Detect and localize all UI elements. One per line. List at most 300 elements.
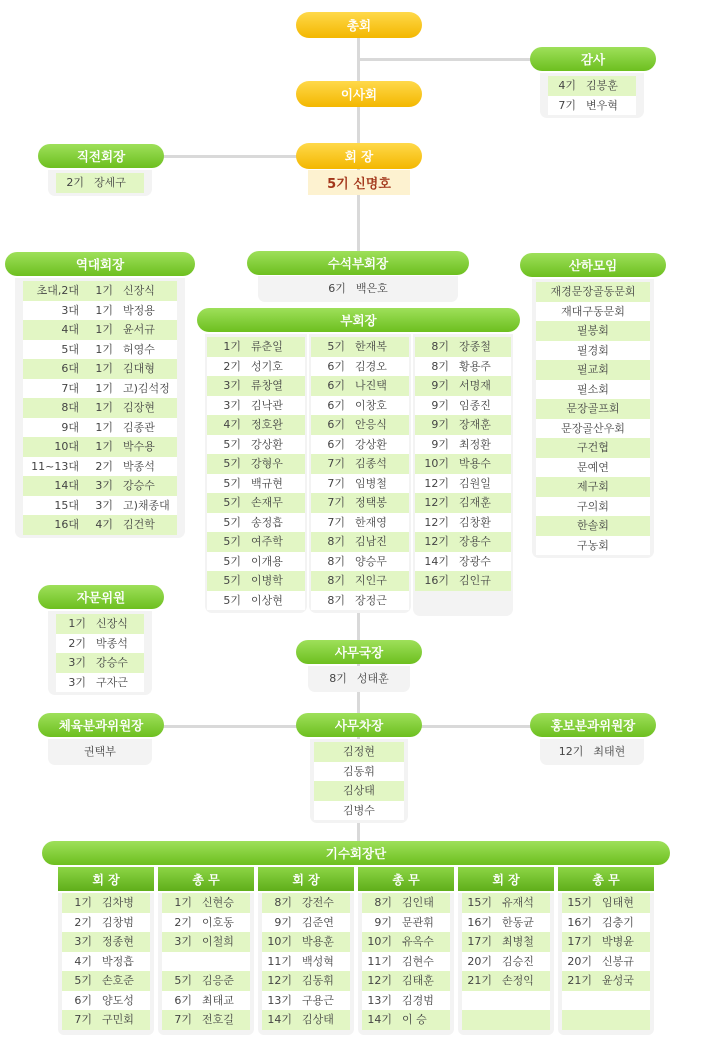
list-row <box>162 991 250 1011</box>
member-name: 이호동 <box>202 915 234 929</box>
pr-committee-node: 홍보분과위원장 <box>530 713 656 737</box>
list-row <box>311 513 409 533</box>
generation: 13기 <box>267 993 292 1007</box>
vp-col-1 <box>205 334 307 613</box>
member-name: 최병철 <box>502 935 534 948</box>
generation: 2기 <box>223 359 241 373</box>
list-row <box>462 991 550 1011</box>
member-name: 한동균 <box>502 915 534 929</box>
generation: 8기 <box>329 672 347 685</box>
former-president-row <box>23 301 177 321</box>
term: 14대 <box>54 479 79 492</box>
generation: 9기 <box>431 398 449 412</box>
generation: 1기 <box>95 323 113 336</box>
list-row <box>311 532 409 552</box>
list-row <box>462 893 550 913</box>
member-name: 안응식 <box>355 418 387 431</box>
term: 3대 <box>61 303 79 317</box>
list-row <box>207 396 305 416</box>
former-president-row <box>23 496 177 516</box>
generation: 2기 <box>66 176 84 189</box>
member-name: 김남진 <box>355 535 387 548</box>
member-name: 김종석 <box>355 457 387 470</box>
list-row <box>262 932 350 952</box>
member-name: 박용훈 <box>302 935 334 948</box>
generation: 8기 <box>327 593 345 607</box>
member-name: 최태교 <box>202 993 234 1007</box>
list-row <box>311 454 409 474</box>
term: 4대 <box>61 323 79 336</box>
president-name: 5기 신명호 <box>308 170 410 195</box>
list-row <box>415 415 511 435</box>
member-name: 강형우 <box>251 457 283 470</box>
generation: 1기 <box>95 440 113 453</box>
class-reps-col <box>158 893 254 1035</box>
member-name: 허영수 <box>123 342 155 356</box>
list-row <box>162 893 250 913</box>
generation: 17기 <box>567 935 592 948</box>
member-name: 박종석 <box>123 459 155 473</box>
class-reps-col <box>458 893 554 1035</box>
generation: 2기 <box>95 459 113 473</box>
term: 11~13대 <box>31 459 79 473</box>
member-name: 장종철 <box>459 340 491 353</box>
generation: 2기 <box>68 636 86 650</box>
generation: 7기 <box>327 496 345 509</box>
generation: 6기 <box>74 993 92 1007</box>
member-name: 최태현 <box>593 745 626 758</box>
generation: 10기 <box>267 935 292 948</box>
list-item: 필교회 <box>536 360 650 380</box>
list-row <box>311 415 409 435</box>
vp-col-3 <box>413 334 513 616</box>
list-row <box>311 376 409 396</box>
member-name: 류춘일 <box>251 340 283 353</box>
list-row <box>548 76 636 96</box>
list-row <box>207 357 305 377</box>
list-row <box>311 474 409 494</box>
member-name: 김준연 <box>302 915 334 929</box>
generation: 4기 <box>74 954 92 968</box>
member-name: 김태훈 <box>402 974 434 987</box>
generation: 6기 <box>174 993 192 1007</box>
generation: 1기 <box>95 284 113 297</box>
member-name: 김재훈 <box>459 496 491 509</box>
list-row <box>207 552 305 572</box>
member-name: 문관휘 <box>402 915 434 929</box>
list-item: 김병수 <box>314 801 404 821</box>
member-name: 전호길 <box>202 1013 234 1026</box>
list-item: 문예연 <box>536 458 650 478</box>
term: 9대 <box>61 420 79 434</box>
term: 7대 <box>61 381 79 395</box>
list-row <box>162 913 250 933</box>
generation: 5기 <box>223 593 241 607</box>
generation: 3기 <box>223 398 241 412</box>
list-item: 재대구동문회 <box>536 302 650 322</box>
term: 초대,2대 <box>36 284 79 297</box>
generation: 11기 <box>367 954 392 968</box>
list-row <box>548 742 636 762</box>
generation: 1기 <box>95 420 113 434</box>
member-name: 김낙관 <box>251 398 283 412</box>
list-row <box>56 173 144 193</box>
generation: 9기 <box>431 437 449 451</box>
member-name: 이 승 <box>402 1013 427 1026</box>
term: 6대 <box>61 362 79 375</box>
member-name: 이개용 <box>251 554 283 568</box>
class-reps-col <box>358 893 454 1035</box>
member-name: 김종관 <box>123 420 155 434</box>
generation: 14기 <box>424 554 449 568</box>
list-row <box>462 971 550 991</box>
list-row <box>415 552 511 572</box>
list-row <box>415 435 511 455</box>
member-name: 김경범 <box>402 993 434 1007</box>
secretary-general-node: 사무국장 <box>296 640 422 664</box>
list-row <box>362 1010 450 1030</box>
member-name: 박종석 <box>96 636 128 650</box>
list-row <box>262 991 350 1011</box>
list-row <box>562 952 650 972</box>
list-row <box>548 96 636 116</box>
generation: 6기 <box>327 359 345 373</box>
generation: 14기 <box>267 1013 292 1026</box>
member-name: 장광수 <box>459 554 491 568</box>
list-row <box>56 634 144 654</box>
list-row <box>415 474 511 494</box>
list-row <box>56 653 144 673</box>
past-president-node: 직전회장 <box>38 144 164 168</box>
list-row <box>311 552 409 572</box>
member-name: 황용주 <box>459 359 491 373</box>
member-name: 강상환 <box>251 437 283 451</box>
list-item: 문장골산우회 <box>536 419 650 439</box>
generation: 1기 <box>223 340 241 353</box>
list-row <box>311 396 409 416</box>
generation: 12기 <box>267 974 292 987</box>
former-president-row <box>23 437 177 457</box>
member-name: 김창범 <box>102 915 134 929</box>
list-item: 김상태 <box>314 781 404 801</box>
member-name: 이병학 <box>251 574 283 587</box>
advisors-node: 자문위원 <box>38 585 164 609</box>
class-reps-col <box>258 893 354 1035</box>
member-name: 정종현 <box>102 935 134 948</box>
list-row <box>316 669 402 689</box>
secretary-general-members <box>308 666 410 692</box>
generation: 3기 <box>68 675 86 689</box>
list-row <box>462 913 550 933</box>
member-name: 최정환 <box>459 437 491 451</box>
generation: 5기 <box>223 496 241 509</box>
past-president-members <box>48 170 152 196</box>
former-president-row <box>23 340 177 360</box>
generation: 16기 <box>424 574 449 587</box>
member-name: 이상현 <box>251 593 283 607</box>
list-row <box>362 991 450 1011</box>
generation: 3기 <box>74 935 92 948</box>
list-row <box>362 952 450 972</box>
generation: 8기 <box>327 554 345 568</box>
list-item: 권택부 <box>84 745 116 758</box>
member-name: 김경오 <box>355 359 387 373</box>
list-row <box>562 913 650 933</box>
list-row <box>562 971 650 991</box>
list-row <box>415 513 511 533</box>
member-name: 구민회 <box>102 1013 134 1026</box>
generation: 15기 <box>467 896 492 909</box>
generation: 20기 <box>567 954 592 968</box>
member-name: 신장식 <box>96 617 128 630</box>
audit-node: 감사 <box>530 47 656 71</box>
list-row <box>62 932 150 952</box>
generation: 5기 <box>223 457 241 470</box>
list-row <box>362 913 450 933</box>
generation: 1기 <box>68 617 86 630</box>
generation: 5기 <box>174 974 192 987</box>
generation: 14기 <box>367 1013 392 1026</box>
generation: 15기 <box>567 896 592 909</box>
generation: 1기 <box>74 896 92 909</box>
list-row <box>362 893 450 913</box>
list-row <box>162 932 250 952</box>
vice-presidents-node: 부회장 <box>197 308 520 332</box>
list-row <box>415 454 511 474</box>
generation: 16기 <box>567 915 592 929</box>
member-name: 정택봉 <box>355 496 387 509</box>
connector-audit <box>358 58 533 61</box>
member-name: 양승무 <box>355 554 387 568</box>
generation: 1기 <box>95 381 113 395</box>
list-row <box>562 991 650 1011</box>
generation: 8기 <box>274 896 292 909</box>
member-name: 김승진 <box>502 954 534 968</box>
list-item: 재경문장골동문회 <box>536 282 650 302</box>
member-name: 백성혁 <box>302 954 334 968</box>
generation: 9기 <box>431 418 449 431</box>
list-row <box>162 1010 250 1030</box>
former-president-row <box>23 515 177 535</box>
term: 15대 <box>54 498 79 512</box>
generation: 10기 <box>424 457 449 470</box>
generation: 2기 <box>174 915 192 929</box>
generation: 7기 <box>327 476 345 490</box>
generation: 5기 <box>327 340 345 353</box>
list-row <box>162 952 250 972</box>
member-name: 장정근 <box>355 593 387 607</box>
generation: 3기 <box>223 379 241 392</box>
generation: 9기 <box>431 379 449 392</box>
member-name: 양도성 <box>102 993 134 1007</box>
generation: 6기 <box>327 379 345 392</box>
class-reps-col-header: 총 무 <box>358 867 454 891</box>
member-name: 손정익 <box>502 974 534 987</box>
list-row <box>415 357 511 377</box>
list-item: 한솔회 <box>536 516 650 536</box>
generation: 5기 <box>223 515 241 529</box>
generation: 8기 <box>327 535 345 548</box>
generation: 6기 <box>327 437 345 451</box>
member-name: 신현승 <box>202 896 234 909</box>
class-reps-col-header: 회 장 <box>458 867 554 891</box>
generation: 5기 <box>223 476 241 490</box>
generation: 6기 <box>328 282 346 295</box>
generation: 3기 <box>68 656 86 669</box>
term: 5대 <box>61 342 79 356</box>
list-item: 필경회 <box>536 341 650 361</box>
sports-committee-node: 체육분과위원장 <box>38 713 164 737</box>
member-name: 김응준 <box>202 974 234 987</box>
clubs-node: 산하모임 <box>520 253 666 277</box>
member-name: 유재석 <box>502 896 534 909</box>
member-name: 김충기 <box>602 915 634 929</box>
generation: 16기 <box>467 915 492 929</box>
member-name: 박정흡 <box>102 954 134 968</box>
generation: 6기 <box>327 398 345 412</box>
list-row <box>415 493 511 513</box>
generation: 13기 <box>367 993 392 1007</box>
member-name: 김현수 <box>402 954 434 968</box>
sports-committee-members <box>48 739 152 765</box>
list-row <box>266 279 450 299</box>
list-row <box>207 513 305 533</box>
member-name: 손재무 <box>251 496 283 509</box>
generation: 9기 <box>274 915 292 929</box>
list-row <box>207 474 305 494</box>
list-row <box>56 614 144 634</box>
member-name: 신봉규 <box>602 954 634 968</box>
list-row <box>62 913 150 933</box>
generation: 8기 <box>374 896 392 909</box>
generation: 12기 <box>424 535 449 548</box>
member-name: 임태현 <box>602 896 634 909</box>
member-name: 유옥수 <box>402 935 434 948</box>
member-name: 박병윤 <box>602 935 634 948</box>
generation: 7기 <box>74 1013 92 1026</box>
member-name: 손호준 <box>102 974 134 987</box>
class-reps-node: 기수회장단 <box>42 841 670 865</box>
list-row <box>207 571 305 591</box>
generation: 1기 <box>95 401 113 414</box>
connector-past-president <box>160 155 300 158</box>
list-row <box>262 1010 350 1030</box>
generation: 6기 <box>327 418 345 431</box>
member-name: 변우혁 <box>586 98 618 112</box>
member-name: 백은호 <box>355 282 388 295</box>
class-reps-col-header: 총 무 <box>158 867 254 891</box>
generation: 5기 <box>74 974 92 987</box>
member-name: 김대형 <box>123 362 155 375</box>
deputy-secretary-node: 사무차장 <box>296 713 422 737</box>
list-row <box>462 932 550 952</box>
general-assembly-node: 총회 <box>296 12 422 38</box>
member-name: 한재복 <box>355 340 387 353</box>
list-row <box>262 913 350 933</box>
member-name: 류창열 <box>251 379 283 392</box>
list-row <box>562 1010 650 1030</box>
vp-col-2 <box>309 334 411 613</box>
member-name: 임병철 <box>355 476 387 490</box>
generation: 8기 <box>327 574 345 587</box>
generation: 12기 <box>367 974 392 987</box>
list-row <box>207 435 305 455</box>
class-reps-col <box>58 893 154 1035</box>
list-row <box>207 337 305 357</box>
member-name: 송정흡 <box>251 515 283 529</box>
term: 16대 <box>54 518 79 531</box>
generation: 17기 <box>467 935 492 948</box>
member-name: 김봉훈 <box>586 79 618 92</box>
class-reps-col <box>558 893 654 1035</box>
list-row <box>311 337 409 357</box>
generation: 2기 <box>74 915 92 929</box>
former-president-row <box>23 457 177 477</box>
list-row <box>311 493 409 513</box>
list-item: 필소회 <box>536 380 650 400</box>
former-president-row <box>23 281 177 301</box>
member-name: 성태훈 <box>356 672 389 685</box>
list-item: 구건협 <box>536 438 650 458</box>
list-row <box>207 532 305 552</box>
former-presidents-node: 역대회장 <box>5 252 195 276</box>
generation: 5기 <box>223 535 241 548</box>
list-row <box>207 454 305 474</box>
list-row <box>415 337 511 357</box>
member-name: 구자근 <box>96 675 128 689</box>
class-reps-col-header: 총 무 <box>558 867 654 891</box>
generation: 3기 <box>174 935 192 948</box>
list-row <box>415 571 511 591</box>
list-row <box>62 991 150 1011</box>
senior-vp-node: 수석부회장 <box>247 251 469 275</box>
former-president-row <box>23 418 177 438</box>
former-president-row <box>23 359 177 379</box>
list-row <box>311 435 409 455</box>
list-row <box>262 952 350 972</box>
member-name: 이철희 <box>202 935 234 948</box>
generation: 1기 <box>95 362 113 375</box>
member-name: 지인구 <box>355 574 387 587</box>
member-name: 윤서규 <box>123 323 155 336</box>
generation: 5기 <box>223 554 241 568</box>
member-name: 강전수 <box>302 896 334 909</box>
member-name: 신장식 <box>123 284 155 297</box>
list-row <box>462 952 550 972</box>
list-row <box>62 893 150 913</box>
generation: 11기 <box>267 954 292 968</box>
deputy-secretary-list <box>310 739 408 823</box>
list-item: 구의회 <box>536 497 650 517</box>
member-name: 장용수 <box>459 535 491 548</box>
board-node: 이사회 <box>296 81 422 107</box>
president-node: 회 장 <box>296 143 422 169</box>
generation: 4기 <box>223 418 241 431</box>
former-presidents-list <box>15 278 185 538</box>
generation: 1기 <box>95 342 113 356</box>
member-name: 김차병 <box>102 896 134 909</box>
list-row <box>262 971 350 991</box>
list-row <box>62 952 150 972</box>
list-row <box>207 376 305 396</box>
generation: 4기 <box>558 79 576 92</box>
generation: 7기 <box>327 457 345 470</box>
generation: 8기 <box>431 340 449 353</box>
class-reps-col-header: 회 장 <box>58 867 154 891</box>
list-row <box>362 932 450 952</box>
member-name: 고)채종대 <box>123 498 170 512</box>
member-name: 박정용 <box>123 303 155 317</box>
